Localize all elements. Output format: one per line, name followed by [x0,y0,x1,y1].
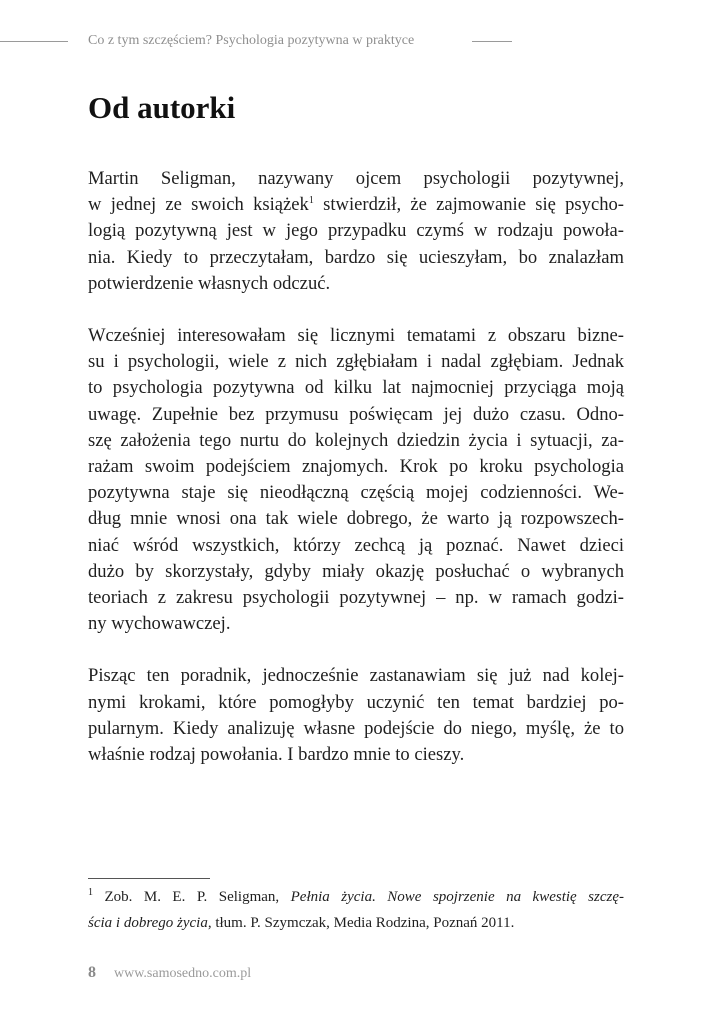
chapter-title: Od autorki [88,90,236,125]
paragraph-3 [88,663,624,768]
text-line: uwagę. Zupełnie bez przymusu poświęcam jej dużo czasu. Odno- [88,403,624,425]
text-fragment: stwierdził, że zajmowanie się psycho- [323,194,625,216]
footnote-marker: 1 [88,887,93,898]
footnote-suffix: , tłum. P. Szymczak, Media Rodzina, Poznań 2011. [207,915,515,931]
text-line: Wcześniej interesowałam się licznymi tematami z obszaru bizne- [88,325,624,347]
running-header [0,32,722,50]
text-line: pozytywna staje się nieodłączną częścią mojej codzienności. We- [88,482,624,504]
page-number: 8 [88,964,96,981]
footnote-prefix: Zob. M. E. P. Seligman, [104,889,280,905]
text-line: rażam swoim podejściem znajomych. Krok po kroku psychologia [88,456,624,478]
text-line: dużo by skorzystały, gdyby miały okazję posłuchać o wybranych [88,560,624,582]
header-rule-left [0,41,68,42]
website-link[interactable]: www.samosedno.com.pl [114,966,252,981]
body-text [88,166,624,794]
text-line: potwierdzenie własnych odczuć. [88,272,331,294]
footnote-line [88,884,624,910]
text-line: szę założenia tego nurtu do kolejnych dziedzin życia i sytuacji, za- [88,429,624,451]
text-line: pularnym. Kiedy analizuję własne podejście do niego, myślę, że to [88,717,624,739]
text-line: logią pozytywną jest w jego przypadku czymś w rodzaju powoła- [88,220,624,242]
text-line: ny wychowawczej. [88,613,231,635]
text-line: to psychologia pozytywna od kilku lat najmocniej przyciąga moją [88,377,624,399]
text-line: su i psychologii, wiele z nich zgłębiałam i nadal zgłębiam. Jednak [88,351,624,373]
running-title: Co z tym szczęściem? Psychologia pozytywna w praktyce [88,33,415,48]
text-line: nia. Kiedy to przeczytałam, bardzo się ucieszyłam, bo znalazłam [88,246,624,268]
footnote-separator [88,878,210,879]
text-line [88,192,624,218]
header-rule-right [472,41,512,42]
text-line: dług mnie wnosi ona tak wiele dobrego, że warto ją rozpowszech- [88,508,624,530]
text-line: nymi krokami, które pomogłyby uczynić ten temat bardziej po- [88,691,624,713]
footnote-line [88,910,624,936]
paragraph-2 [88,323,624,637]
text-line: właśnie rodzaj powołania. I bardzo mnie to cieszy. [88,744,465,766]
paragraph-1 [88,166,624,297]
footnote-book-title: Pełnia życia. Nowe spojrzenie na kwestię szczę- [290,889,625,905]
text-line: Pisząc ten poradnik, jednocześnie zastanawiam się już nad kolej- [88,665,624,687]
text-line: Martin Seligman, nazywany ojcem psychologii pozytywnej, [88,168,624,189]
footnote [88,884,624,936]
text-fragment: w jednej ze swoich książek [88,194,309,216]
text-line: niać wśród wszystkich, którzy zechcą ją poznać. Nawet dzieci [88,534,624,556]
text-line: teoriach z zakresu psychologii pozytywnej – np. w ramach godzi- [88,587,624,609]
footnote-ref[interactable]: 1 [308,195,314,207]
footnote-book-title-cont: ścia i dobrego życia [88,915,208,931]
page-footer [88,964,251,986]
